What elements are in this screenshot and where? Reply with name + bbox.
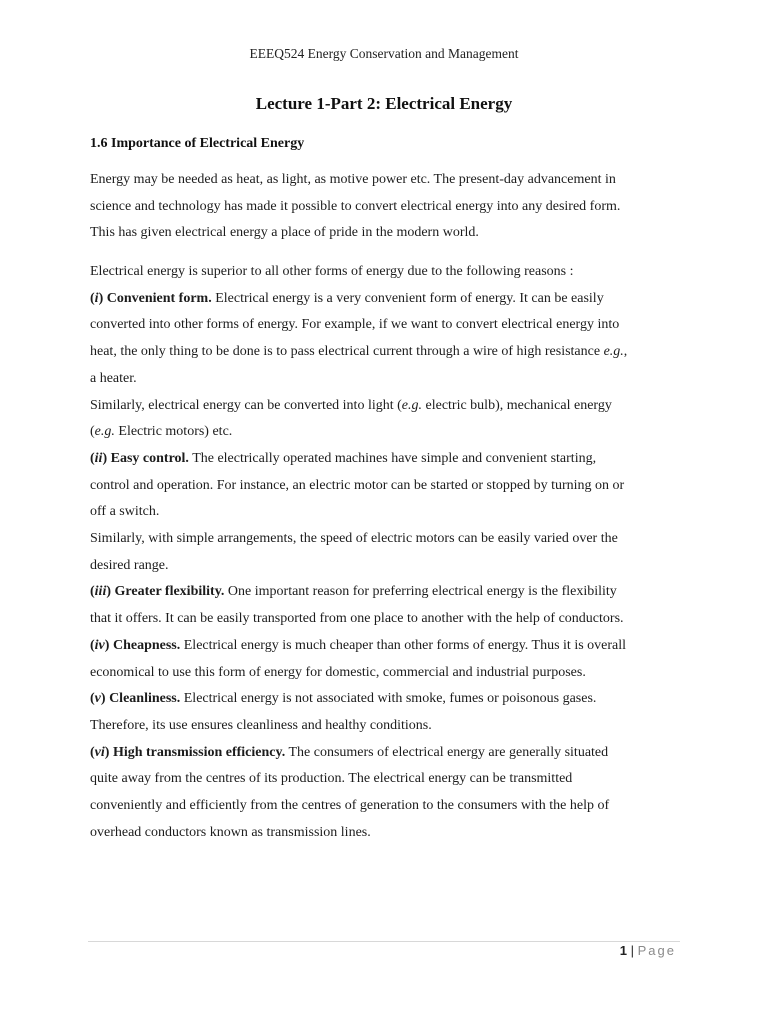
reason-heading: Cleanliness. [109,691,181,707]
eg-abbrev: e.g. [94,424,115,440]
reason-numeral: iv [94,637,105,653]
reason-text: a heater. [90,370,137,386]
footer-divider [88,941,680,942]
reason-text: Therefore, its use ensures cleanliness and healthy conditions. [90,717,432,733]
reason-numeral: ii [94,450,103,466]
page-label: Page [637,943,676,958]
reason-text: quite away from the centres of its production. The electrical energy can be transmitted [90,771,573,787]
reason-text: Similarly, with simple arrangements, the speed of electric motors can be easily varied over the [90,531,618,547]
reason-text: desired range. [90,557,169,573]
reason-text: Electrical energy is a very convenient form of energy. It can be easily [215,290,604,306]
reason-text: control and operation. For instance, an electric motor can be started or stopped by turning on or [90,477,625,493]
running-header: EEEQ524 Energy Conservation and Management [249,46,519,61]
reason-item-ii: (ii) Easy control. The electrically operated machines have simple and convenient starting, [90,450,597,466]
reason-text: conveniently and efficiently from the centres of generation to the consumers with the help of [90,798,610,814]
reason-text: Electrical energy is not associated with smoke, fumes or poisonous gases. [183,691,597,707]
intro-line: science and technology has made it possible to convert electrical energy into any desired form. [90,198,621,214]
reason-text: One important reason for preferring electrical energy is the flexibility [227,584,617,600]
page-footer [620,943,676,958]
reason-text: converted into other forms of energy. For example, if we want to convert electrical energy into [90,317,620,333]
reason-text: overhead conductors known as transmission lines. [90,824,371,840]
reason-heading: Greater flexibility. [114,584,225,600]
reason-text: off a switch. [90,504,160,520]
intro-line: This has given electrical energy a place of pride in the modern world. [90,225,479,241]
reason-numeral: i [94,290,99,306]
reason-text: Electrical energy is much cheaper than other forms of energy. Thus it is overall [183,637,627,653]
reason-item-iii: (iii) Greater flexibility. One important reason for preferring electrical energy is the flexibility [90,584,617,600]
reason-numeral: v [94,691,101,707]
eg-abbrev: e.g. [401,397,422,413]
reason-text-line: Similarly, electrical energy can be converted into light (e.g. electric bulb), mechanical energy [90,397,612,413]
reason-numeral: vi [94,744,105,760]
reason-item-i: (i) Convenient form. Electrical energy is a very convenient form of energy. It can be easily [90,290,604,306]
reasons-list [90,259,680,846]
page-number: 1 [619,943,627,958]
reason-text: The consumers of electrical energy are generally situated [288,744,609,760]
intro-paragraph [90,167,680,247]
eg-abbrev: e.g. [603,344,624,360]
reason-text: that it offers. It can be easily transported from one place to another with the help of conductors. [90,611,624,627]
reason-heading: Convenient form. [106,290,212,306]
reason-text-line: heat, the only thing to be done is to pass electrical current through a wire of high resistance e.g., [90,344,628,360]
reason-heading: High transmission efficiency. [112,744,286,760]
reason-item-vi: (vi) High transmission efficiency. The consumers of electrical energy are generally situated [90,744,609,760]
reason-item-iv: (iv) Cheapness. Electrical energy is much cheaper than other forms of energy. Thus it is overall [90,637,627,653]
page-title: Lecture 1-Part 2: Electrical Energy [255,94,513,113]
reason-heading: Cheapness. [112,637,181,653]
reason-heading: Easy control. [110,450,189,466]
reason-text-line: (e.g. Electric motors) etc. [90,424,233,440]
reason-item-v: (v) Cleanliness. Electrical energy is not associated with smoke, fumes or poisonous gases. [90,691,597,707]
intro-line: Energy may be needed as heat, as light, as motive power etc. The present-day advancement in [90,172,616,187]
reason-text: The electrically operated machines have simple and convenient starting, [192,450,597,466]
footer-separator: | [630,943,634,958]
reasons-intro: Electrical energy is superior to all other forms of energy due to the following reasons : [90,264,574,279]
reason-numeral: iii [94,584,107,600]
section-heading: 1.6 Importance of Electrical Energy [90,136,305,151]
reason-text: economical to use this form of energy for domestic, commercial and industrial purposes. [90,664,586,680]
